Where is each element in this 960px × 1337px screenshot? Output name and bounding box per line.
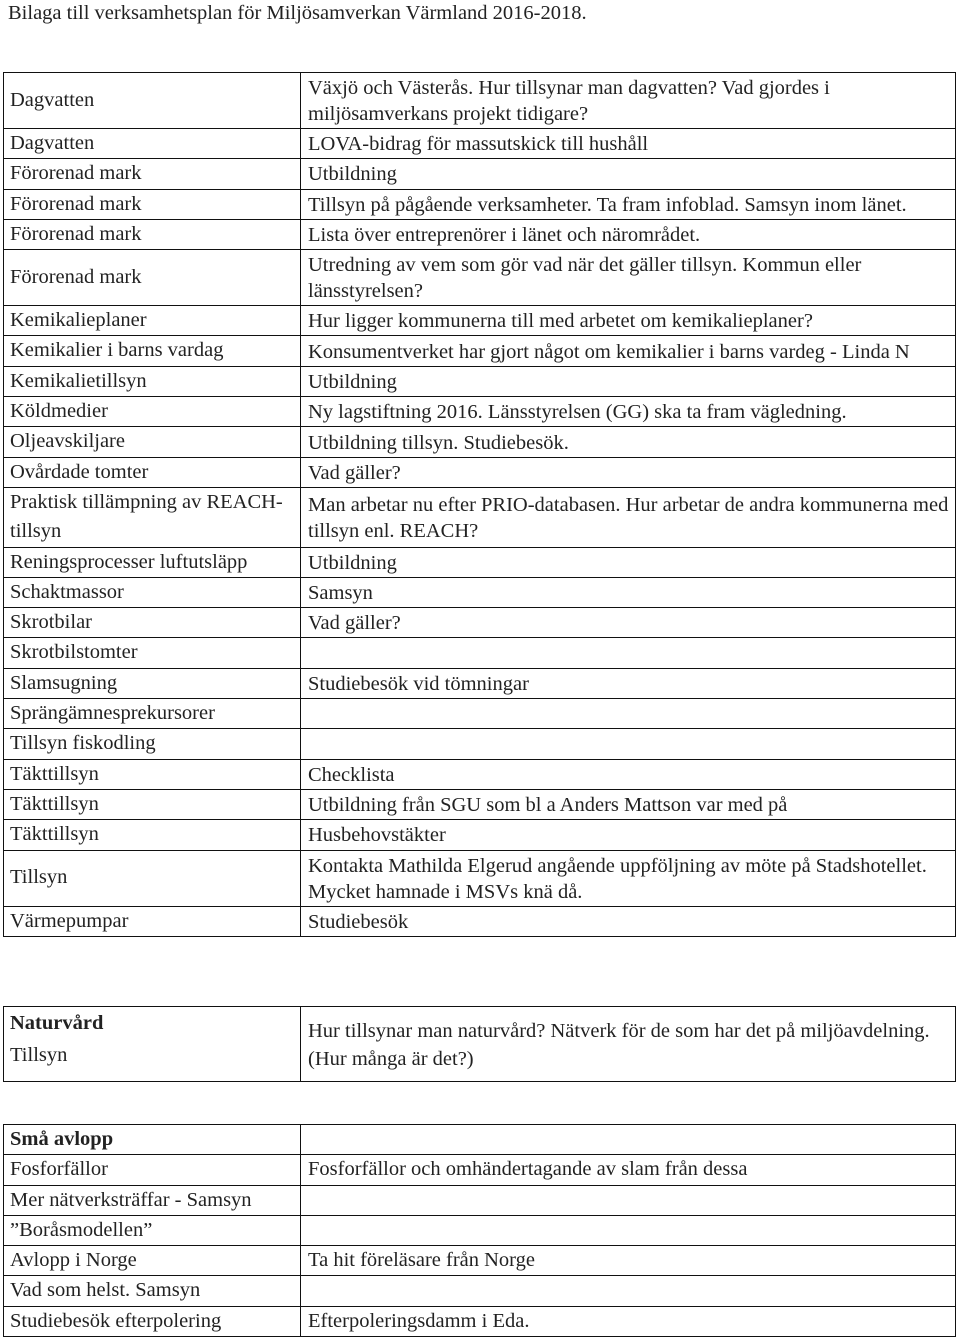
topics-table xyxy=(3,72,956,937)
table-row xyxy=(4,397,956,427)
note-text: Utbildning från SGU som bl a Anders Mattson var med på xyxy=(308,794,788,817)
note-cell: Efterpoleringsdamm i Eda. xyxy=(301,1306,956,1336)
table-row xyxy=(4,219,956,249)
naturvard-table xyxy=(3,1006,956,1082)
section-heading: Små avlopp xyxy=(4,1125,301,1155)
row-label: Tillsyn xyxy=(10,1044,68,1066)
section-heading: Naturvård xyxy=(10,1012,104,1034)
topic-cell: Täkttillsyn xyxy=(4,820,301,850)
note-cell xyxy=(301,850,956,906)
note-cell xyxy=(301,820,956,850)
note-cell xyxy=(301,487,956,547)
topic-cell: Fosforfällor xyxy=(4,1155,301,1185)
note-text: Utbildning xyxy=(308,163,397,186)
note-text: Hur ligger kommunerna till med arbetet om kemikalieplaner? xyxy=(308,310,813,333)
topic-cell: Ovårdade tomter xyxy=(4,457,301,487)
note-cell xyxy=(301,759,956,789)
note-cell xyxy=(301,577,956,607)
table-row xyxy=(4,1185,956,1215)
topic-cell: Kemikalietillsyn xyxy=(4,366,301,396)
note-text xyxy=(308,742,949,745)
note-cell xyxy=(301,159,956,189)
topic-cell: Täkttillsyn xyxy=(4,759,301,789)
note-cell xyxy=(301,336,956,366)
table-row xyxy=(4,73,956,129)
note-text: Samsyn xyxy=(308,582,373,604)
sma-avlopp-table xyxy=(3,1124,956,1337)
note-cell xyxy=(301,129,956,159)
topic-cell: Studiebesök efterpolering xyxy=(4,1306,301,1336)
note-cell xyxy=(301,638,956,668)
note-text: Lista över entreprenörer i länet och närområdet. xyxy=(308,224,701,247)
note-cell xyxy=(301,1185,956,1215)
note-cell xyxy=(301,547,956,577)
note-text: Vad gäller? xyxy=(308,612,401,635)
topic-cell: Kemikalieplaner xyxy=(4,306,301,336)
note-cell xyxy=(301,1276,956,1306)
table-row xyxy=(4,820,956,850)
note-cell xyxy=(301,668,956,698)
table-row xyxy=(4,427,956,457)
topic-cell: Avlopp i Norge xyxy=(4,1246,301,1276)
table-row xyxy=(4,1276,956,1306)
note-text: Vad gäller? xyxy=(308,461,401,484)
note-text: Studiebesök xyxy=(308,910,409,933)
topic-cell: Köldmedier xyxy=(4,397,301,427)
topic-cell: Värmepumpar xyxy=(4,906,301,936)
topic-cell: Förorenad mark xyxy=(4,189,301,219)
table-row xyxy=(4,638,956,668)
table-row xyxy=(4,577,956,607)
note-cell xyxy=(301,189,956,219)
table-row xyxy=(4,306,956,336)
table-row xyxy=(4,850,956,906)
table-row xyxy=(4,1215,956,1245)
table-row xyxy=(4,1246,956,1276)
note-text: Husbehovstäkter xyxy=(308,824,446,847)
note-text: Konsumentverket har gjort något om kemikalier i barns vardeg - Linda N xyxy=(308,340,910,363)
table-row xyxy=(4,729,956,759)
table-row xyxy=(4,699,956,729)
topic-cell: Förorenad mark xyxy=(4,250,301,306)
topic-cell: Reningsprocesser luftutsläpp xyxy=(4,547,301,577)
naturvard-text-cell xyxy=(301,1007,956,1082)
topic-cell: Förorenad mark xyxy=(4,159,301,189)
table-row xyxy=(4,129,956,159)
topic-cell: Skrotbilstomter xyxy=(4,638,301,668)
note-text: Checklista xyxy=(308,763,395,786)
topic-cell: Kemikalier i barns vardag xyxy=(4,336,301,366)
note-cell xyxy=(301,73,956,129)
note-text: Utbildning tillsyn. Studiebesök. xyxy=(308,431,569,454)
note-cell xyxy=(301,608,956,638)
note-text: Utbildning xyxy=(308,370,397,393)
table-row xyxy=(4,159,956,189)
table-row xyxy=(4,789,956,819)
topic-cell: Tillsyn fiskodling xyxy=(4,729,301,759)
note-text: Utredning av vem som gör vad när det gäller tillsyn. Kommun eller länsstyrelsen? xyxy=(308,254,862,303)
note-cell: Fosforfällor och omhändertagande av slam från dessa xyxy=(301,1155,956,1185)
table-cell xyxy=(301,1125,956,1155)
note-cell xyxy=(301,250,956,306)
table-row xyxy=(4,1125,956,1155)
topic-cell: Praktisk tillämpning av REACH-tillsyn xyxy=(4,487,301,547)
note-text: LOVA-bidrag för massutskick till hushåll xyxy=(308,133,649,156)
table-row xyxy=(4,487,956,547)
topic-cell: Sprängämnesprekursorer xyxy=(4,699,301,729)
table-row xyxy=(4,366,956,396)
table-row xyxy=(4,608,956,638)
note-text: Kontakta Mathilda Elgerud angående uppföljning av möte på Stadshotellet. Mycket hamnade i MSVs knä då. xyxy=(308,854,927,903)
note-text: Utbildning xyxy=(308,551,397,574)
note-cell xyxy=(301,699,956,729)
naturvard-cell xyxy=(4,1007,301,1082)
topic-cell: Tillsyn xyxy=(4,850,301,906)
page-header: Bilaga till verksamhetsplan för Miljösamverkan Värmland 2016-2018. xyxy=(8,2,587,24)
table-row xyxy=(4,906,956,936)
note-cell xyxy=(301,219,956,249)
row-text: Hur tillsynar man naturvård? Nätverk för de som har det på miljöavdelning. (Hur många är det?) xyxy=(308,1020,930,1070)
table-row xyxy=(4,1306,956,1336)
note-text xyxy=(308,652,949,655)
table-row xyxy=(4,1155,956,1185)
topic-cell: ”Boråsmodellen” xyxy=(4,1215,301,1245)
topic-cell: Vad som helst. Samsyn xyxy=(4,1276,301,1306)
table-row xyxy=(4,189,956,219)
table-row xyxy=(4,759,956,789)
table-row xyxy=(4,336,956,366)
topic-cell: Dagvatten xyxy=(4,129,301,159)
note-text: Växjö och Västerås. Hur tillsynar man dagvatten? Vad gjordes i miljösamverkans projekt tidigare? xyxy=(308,77,830,125)
note-text xyxy=(308,712,949,715)
note-cell xyxy=(301,1215,956,1245)
note-text: Ny lagstiftning 2016. Länsstyrelsen (GG) ska ta fram vägledning. xyxy=(308,401,847,424)
note-cell xyxy=(301,366,956,396)
note-cell xyxy=(301,729,956,759)
table-row xyxy=(4,668,956,698)
table-row xyxy=(4,457,956,487)
note-cell: Ta hit föreläsare från Norge xyxy=(301,1246,956,1276)
topic-cell: Täkttillsyn xyxy=(4,789,301,819)
table-row xyxy=(4,250,956,306)
note-text: Man arbetar nu efter PRIO-databasen. Hur arbetar de andra kommunerna med tillsyn enl. REACH? xyxy=(308,493,949,542)
topic-cell: Schaktmassor xyxy=(4,577,301,607)
note-cell xyxy=(301,906,956,936)
table-row xyxy=(4,1007,956,1082)
note-cell xyxy=(301,789,956,819)
note-cell xyxy=(301,457,956,487)
topic-cell: Oljeavskiljare xyxy=(4,427,301,457)
note-cell xyxy=(301,306,956,336)
topic-cell: Mer nätverksträffar - Samsyn xyxy=(4,1185,301,1215)
note-cell xyxy=(301,397,956,427)
topic-cell: Slamsugning xyxy=(4,668,301,698)
note-cell xyxy=(301,427,956,457)
topic-cell: Förorenad mark xyxy=(4,219,301,249)
table-row xyxy=(4,547,956,577)
note-text: Studiebesök vid tömningar xyxy=(308,672,529,695)
topic-cell: Dagvatten xyxy=(4,73,301,129)
topic-cell: Skrotbilar xyxy=(4,608,301,638)
note-text: Tillsyn på pågående verksamheter. Ta fram infoblad. Samsyn inom länet. xyxy=(308,193,907,216)
